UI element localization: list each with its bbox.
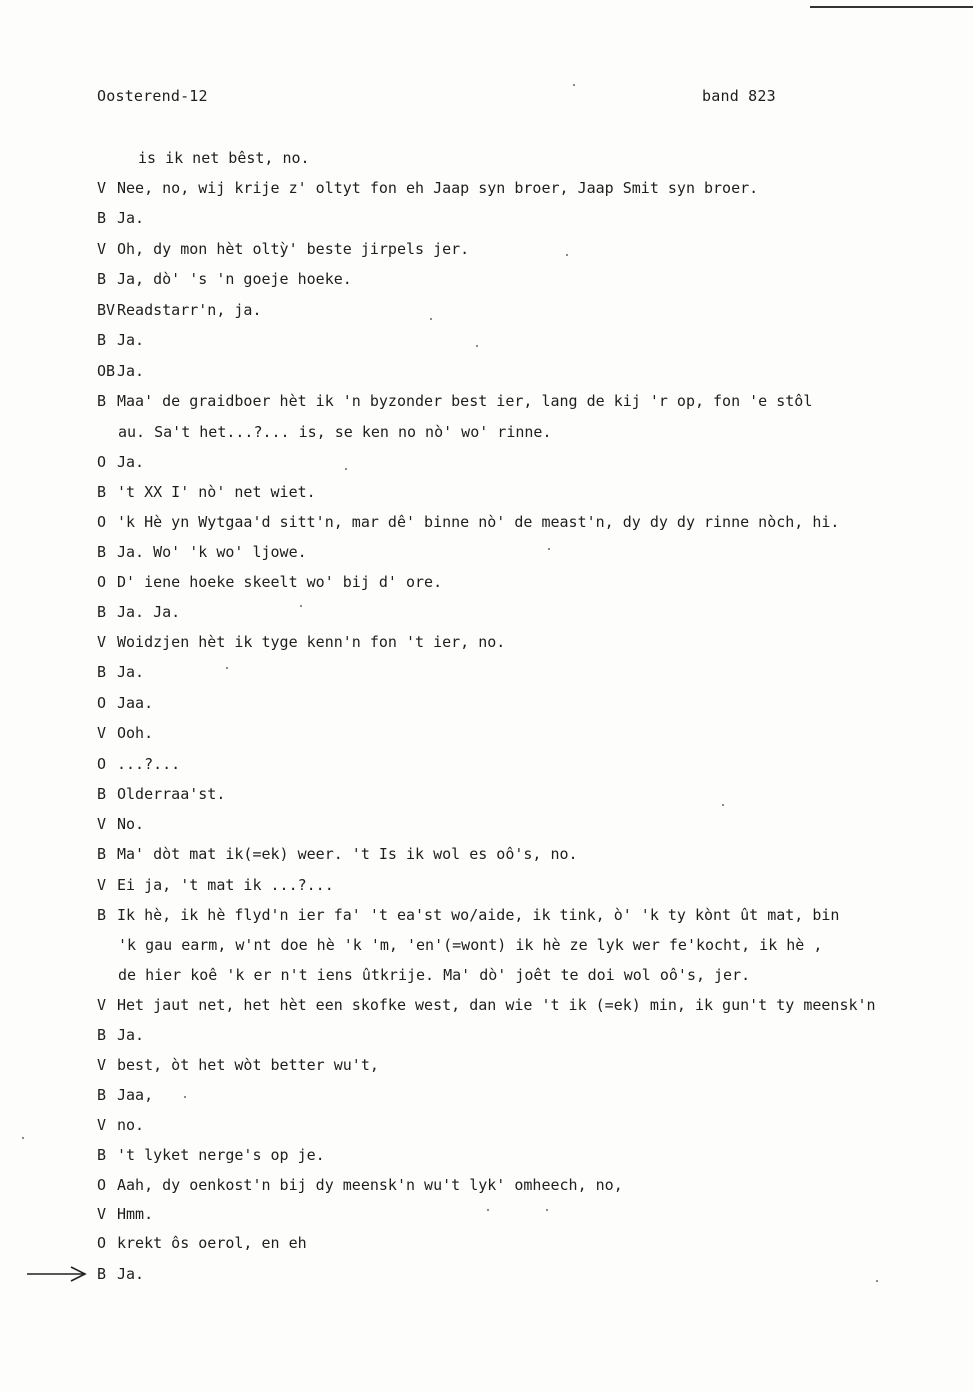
utterance-text: Oh, dy mon hèt oltỳ' beste jirpels jer. [117,240,470,258]
utterance-text: Ja. [117,1265,145,1283]
utterance-text: Ja. [117,453,145,471]
utterance-text: Jaa, [117,1086,154,1104]
transcript-line [97,844,972,864]
utterance-text: Nee, no, wij krije z' oltyt fon eh Jaap syn broer, Jaap Smit syn broer. [117,179,759,197]
speaker-label: V [97,876,107,894]
transcript-line [97,602,972,622]
scan-speck [226,667,228,669]
speaker-label: B [97,785,107,803]
utterance-text: Jaa. [117,694,154,712]
scan-speck [546,1209,548,1211]
transcript-line [97,754,972,774]
utterance-text: Ei ja, 't mat ik ...?... [117,876,334,894]
speaker-label: V [97,1056,107,1074]
speaker-label: B [97,543,107,561]
transcript-line [97,814,972,834]
utterance-text: Ja. [117,1026,145,1044]
utterance-text: Ja. [117,663,145,681]
utterance-text: Maa' de graidboer hèt ik 'n byzonder best ier, lang de kij 'r op, fon 'e stôl [117,392,813,410]
transcript-line [97,784,972,804]
scan-speck [22,1137,24,1139]
speaker-label: V [97,1116,107,1134]
transcript-line [97,995,972,1015]
utterance-text: au. Sa't het...?... is, se ken no nò' wo' rinne. [118,423,552,441]
speaker-label: V [97,179,107,197]
speaker-label: O [97,755,107,773]
speaker-label: V [97,633,107,651]
transcript-line [97,693,972,713]
transcript-line [97,300,972,320]
transcript-line [97,239,972,259]
margin-arrow-icon [25,1264,89,1284]
transcript-line [118,965,973,985]
scan-speck [722,804,724,806]
utterance-text: krekt ôs oerol, en eh [117,1234,307,1252]
speaker-label: B [97,603,107,621]
utterance-text: 't lyket nerge's op je. [117,1146,325,1164]
transcript-line [118,148,973,168]
transcript-line [97,662,972,682]
speaker-label: O [97,1176,107,1194]
speaker-label: O [97,513,107,531]
speaker-label: B [97,270,107,288]
transcript-line [97,1115,972,1135]
utterance-text: Ja. Ja. [117,603,181,621]
utterance-text: Ooh. [117,724,154,742]
transcript-line [97,1264,972,1284]
speaker-label: V [97,240,107,258]
scan-speck [476,345,478,347]
transcript-line [97,905,972,925]
speaker-label: B [97,1146,107,1164]
speaker-label: O [97,453,107,471]
utterance-text: Ma' dòt mat ik(=ek) weer. 't Is ik wol es oô's, no. [117,845,578,863]
band-number: band 823 [702,87,776,105]
transcript-line [97,1204,972,1224]
document-id: Oosterend-12 [97,87,208,105]
utterance-text: Ja. [117,362,145,380]
scan-speck [573,84,575,86]
utterance-text: Readstarr'n, ja. [117,301,262,319]
speaker-label: V [97,1205,107,1223]
utterance-text: Ja. Wo' 'k wo' ljowe. [117,543,307,561]
transcript-line [118,935,973,955]
transcript-line [97,208,972,228]
speaker-label: O [97,694,107,712]
scan-speck [876,1280,878,1282]
utterance-text: Het jaut net, het hèt een skofke west, dan wie 't ik (=ek) min, ik gun't ty meensk'n [117,996,876,1014]
speaker-label: B [97,1265,107,1283]
utterance-text: Ja. [117,209,145,227]
speaker-label: B [97,906,107,924]
top-rule [810,6,973,8]
speaker-label: B [97,1086,107,1104]
utterance-text: No. [117,815,145,833]
transcript-line [97,391,972,411]
transcript-line [97,1175,972,1195]
speaker-label: V [97,724,107,742]
scan-speck [548,548,550,550]
transcript-line [97,512,972,532]
speaker-label: B [97,663,107,681]
speaker-label: O [97,1234,107,1252]
transcript-line [97,178,972,198]
transcript-line [97,1055,972,1075]
utterance-text: de hier koê 'k er n't iens ûtkrije. Ma' dò' joêt te doi wol oô's, jer. [118,966,751,984]
utterance-text: 'k Hè yn Wytgaa'd sitt'n, mar dê' binne nò' de meast'n, dy dy dy rinne nòch, hi. [117,513,840,531]
utterance-text: is ik net bêst, no. [138,149,310,167]
scan-speck [487,1209,489,1211]
utterance-text: 't XX I' nò' net wiet. [117,483,316,501]
transcript-line [97,452,972,472]
utterance-text: D' iene hoeke skeelt wo' bij d' ore. [117,573,443,591]
speaker-label: V [97,815,107,833]
transcript-line [97,572,972,592]
transcript-line [97,1233,972,1253]
transcript-line [97,330,972,350]
transcript-line [97,1085,972,1105]
transcript-line [97,875,972,895]
speaker-label: B [97,392,107,410]
speaker-label: V [97,996,107,1014]
utterance-text: Hmm. [117,1205,154,1223]
utterance-text: Olderraa'st. [117,785,226,803]
speaker-label: OB [97,362,116,380]
speaker-label: O [97,573,107,591]
transcript-line [118,422,973,442]
transcript-line [97,1145,972,1165]
speaker-label: B [97,845,107,863]
speaker-label: B [97,209,107,227]
speaker-label: B [97,1026,107,1044]
utterance-text: no. [117,1116,145,1134]
transcript-line [97,723,972,743]
transcript-line [97,1025,972,1045]
scan-speck [566,254,568,256]
utterance-text: Ja, dò' 's 'n goeje hoeke. [117,270,352,288]
scan-speck [345,468,347,470]
utterance-text: Ik hè, ik hè flyd'n ier fa' 't ea'st wo/aide, ik tink, ò' 'k ty kònt ût mat, bin [117,906,840,924]
utterance-text: Woidzjen hèt ik tyge kenn'n fon 't ier, no. [117,633,506,651]
transcript-line [97,361,972,381]
scan-speck [184,1096,186,1098]
utterance-text: Ja. [117,331,145,349]
speaker-label: B [97,331,107,349]
transcript-line [97,632,972,652]
utterance-text: Aah, dy oenkost'n bij dy meensk'n wu't lyk' omheech, no, [117,1176,623,1194]
speaker-label: BV [97,301,116,319]
utterance-text: ...?... [117,755,181,773]
transcript-line [97,482,972,502]
utterance-text: best, òt het wòt better wu't, [117,1056,379,1074]
speaker-label: B [97,483,107,501]
scan-speck [430,318,432,320]
transcript-line [97,269,972,289]
scan-speck [300,605,302,607]
utterance-text: 'k gau earm, w'nt doe hè 'k 'm, 'en'(=wont) ik hè ze lyk wer fe'kocht, ik hè , [118,936,823,954]
transcript-line [97,542,972,562]
